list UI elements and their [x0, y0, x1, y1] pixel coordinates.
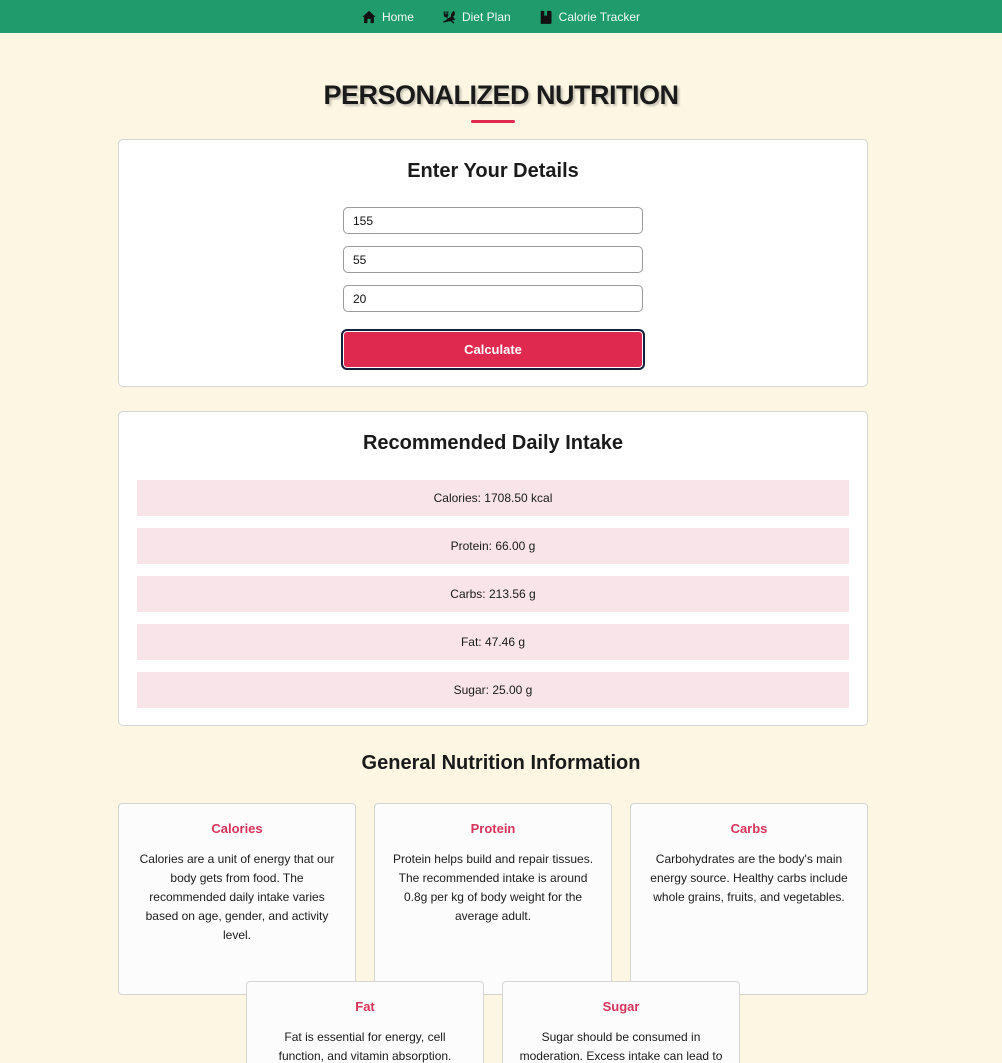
info-card-title: Protein	[470, 821, 516, 836]
details-heading: Enter Your Details	[407, 160, 579, 182]
intake-row-sugar: Sugar: 25.00 g	[137, 672, 849, 708]
nav-diet-plan-link[interactable]	[442, 10, 511, 24]
top-navbar	[0, 0, 1002, 33]
intake-row-fat: Fat: 47.46 g	[137, 624, 849, 660]
info-card-text: Carbohydrates are the body's main energy source. Healthy carbs include whole grains, fruits, and vegetables.	[650, 852, 848, 904]
weight-input[interactable]	[343, 246, 643, 273]
intake-heading: Recommended Daily Intake	[362, 432, 624, 454]
title-underline	[471, 120, 515, 123]
info-card-text: Protein helps build and repair tissues. The recommended intake is around 0.8g per kg of body weight for the average adult.	[392, 852, 594, 923]
page-title: PERSONALIZED NUTRITION	[323, 80, 679, 110]
intake-row-carbs: Carbs: 213.56 g	[137, 576, 849, 612]
info-card-text: Sugar should be consumed in moderation. Excess intake can lead to	[519, 1030, 723, 1063]
nav-home-label: Home	[381, 9, 414, 24]
info-card-title: Sugar	[602, 999, 640, 1014]
nav-calorie-tracker-label: Calorie Tracker	[558, 9, 641, 24]
info-section-title: General Nutrition Information	[361, 752, 641, 774]
intake-row-calories: Calories: 1708.50 kcal	[137, 480, 849, 516]
book-icon	[539, 10, 553, 24]
intake-row-protein: Protein: 66.00 g	[137, 528, 849, 564]
info-card-fat	[246, 981, 484, 1063]
info-card-carbs	[630, 803, 868, 995]
info-card-text: Calories are a unit of energy that our body gets from food. The recommended daily intake varies based on age, gender, and activity level.	[139, 852, 335, 942]
home-icon	[362, 10, 376, 24]
info-card-protein	[374, 803, 612, 995]
height-input[interactable]	[343, 207, 643, 234]
info-card-title: Calories	[211, 821, 263, 836]
calculate-button[interactable]: Calculate	[341, 329, 645, 370]
info-card-calories	[118, 803, 356, 995]
utensils-icon	[442, 10, 456, 24]
info-card-text: Fat is essential for energy, cell function, and vitamin absorption.	[278, 1030, 452, 1063]
nav-diet-plan-label: Diet Plan	[461, 9, 511, 24]
info-card-title: Fat	[355, 999, 375, 1014]
intake-card	[118, 411, 868, 726]
nav-home-link[interactable]	[362, 10, 414, 24]
info-card-title: Carbs	[730, 821, 768, 836]
age-input[interactable]	[343, 285, 643, 312]
info-card-sugar	[502, 981, 740, 1063]
nav-calorie-tracker-link[interactable]	[539, 10, 640, 24]
details-card	[118, 139, 868, 387]
